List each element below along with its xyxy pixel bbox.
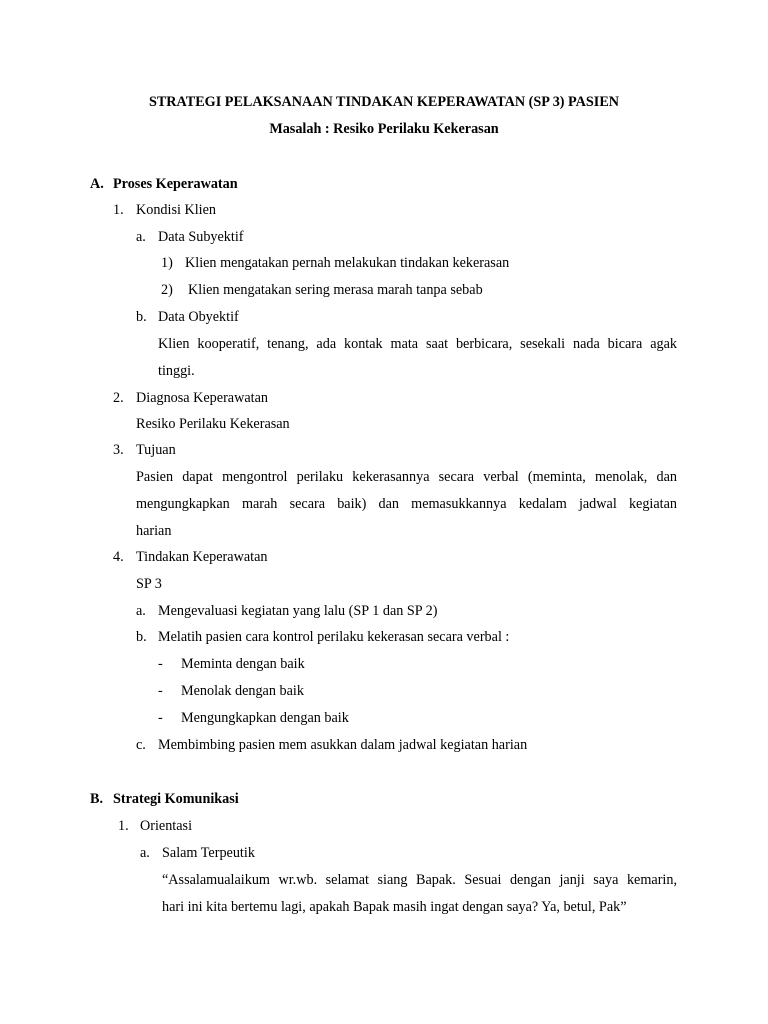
- paragraph-line: mengungkapkan marah secara baik) dan memasukkannya kedalam jadwal kegiatan: [136, 496, 677, 512]
- section-b-heading: Strategi Komunikasi: [113, 791, 239, 807]
- item-1-label: Kondisi Klien: [136, 202, 216, 218]
- sub-a-marker: a.: [136, 603, 146, 619]
- item-2-label: Diagnosa Keperawatan: [136, 390, 268, 406]
- tindakan-c-text: Membimbing pasien mem asukkan dalam jadwal kegiatan harian: [158, 737, 528, 753]
- item-4-label: Tindakan Keperawatan: [136, 549, 268, 565]
- sub-a-marker: a.: [140, 845, 150, 861]
- document-title: STRATEGI PELAKSANAAN TINDAKAN KEPERAWATAN (SP 3) PASIEN: [148, 94, 620, 110]
- paragraph-line: tinggi.: [158, 363, 195, 379]
- item-4-marker: 4.: [113, 549, 124, 565]
- data-obyektif-label: Data Obyektif: [158, 309, 239, 325]
- sub-c-marker: c.: [136, 737, 146, 753]
- dash-text: Mengungkapkan dengan baik: [181, 710, 349, 726]
- diagnosa-text: Resiko Perilaku Kekerasan: [136, 416, 290, 432]
- dash-text: Meminta dengan baik: [181, 656, 305, 672]
- point-marker: 1): [161, 255, 173, 271]
- point-text: Klien mengatakan sering merasa marah tanpa sebab: [188, 282, 483, 298]
- dash-marker: -: [158, 656, 163, 672]
- paragraph-line: Pasien dapat mengontrol perilaku kekerasannya secara verbal (meminta, menolak, dan: [136, 469, 677, 485]
- dash-text: Menolak dengan baik: [181, 683, 304, 699]
- paragraph-line: Klien kooperatif, tenang, ada kontak mata saat berbicara, sesekali nada bicara agak: [158, 336, 677, 352]
- sub-b-marker: b.: [136, 309, 147, 325]
- sub-b-marker: b.: [136, 629, 147, 645]
- sub-a-marker: a.: [136, 229, 146, 245]
- item-3-label: Tujuan: [136, 442, 176, 458]
- sp-label: SP 3: [136, 576, 162, 592]
- item-2-marker: 2.: [113, 390, 124, 406]
- section-a-marker: A.: [90, 176, 104, 192]
- dash-marker: -: [158, 683, 163, 699]
- point-marker: 2): [161, 282, 173, 298]
- document-subtitle: Masalah : Resiko Perilaku Kekerasan: [269, 121, 499, 137]
- section-a-heading: Proses Keperawatan: [113, 176, 238, 192]
- item-1-marker: 1.: [118, 818, 129, 834]
- item-3-marker: 3.: [113, 442, 124, 458]
- section-b-marker: B.: [90, 791, 104, 807]
- quote-line: hari ini kita bertemu lagi, apakah Bapak masih ingat dengan saya? Ya, betul, Pak”: [162, 899, 627, 915]
- item-1-marker: 1.: [113, 202, 124, 218]
- data-subyektif-label: Data Subyektif: [158, 229, 244, 245]
- tindakan-b-text: Melatih pasien cara kontrol perilaku kekerasan secara verbal :: [158, 629, 510, 645]
- quote-line: “Assalamualaikum wr.wb. selamat siang Bapak. Sesuai dengan janji saya kemarin,: [162, 872, 677, 888]
- paragraph-line: harian: [136, 523, 172, 539]
- point-text: Klien mengatakan pernah melakukan tindakan kekerasan: [185, 255, 510, 271]
- tindakan-a-text: Mengevaluasi kegiatan yang lalu (SP 1 dan SP 2): [158, 603, 438, 619]
- orientasi-label: Orientasi: [140, 818, 193, 834]
- dash-marker: -: [158, 710, 163, 726]
- salam-label: Salam Terpeutik: [162, 845, 255, 861]
